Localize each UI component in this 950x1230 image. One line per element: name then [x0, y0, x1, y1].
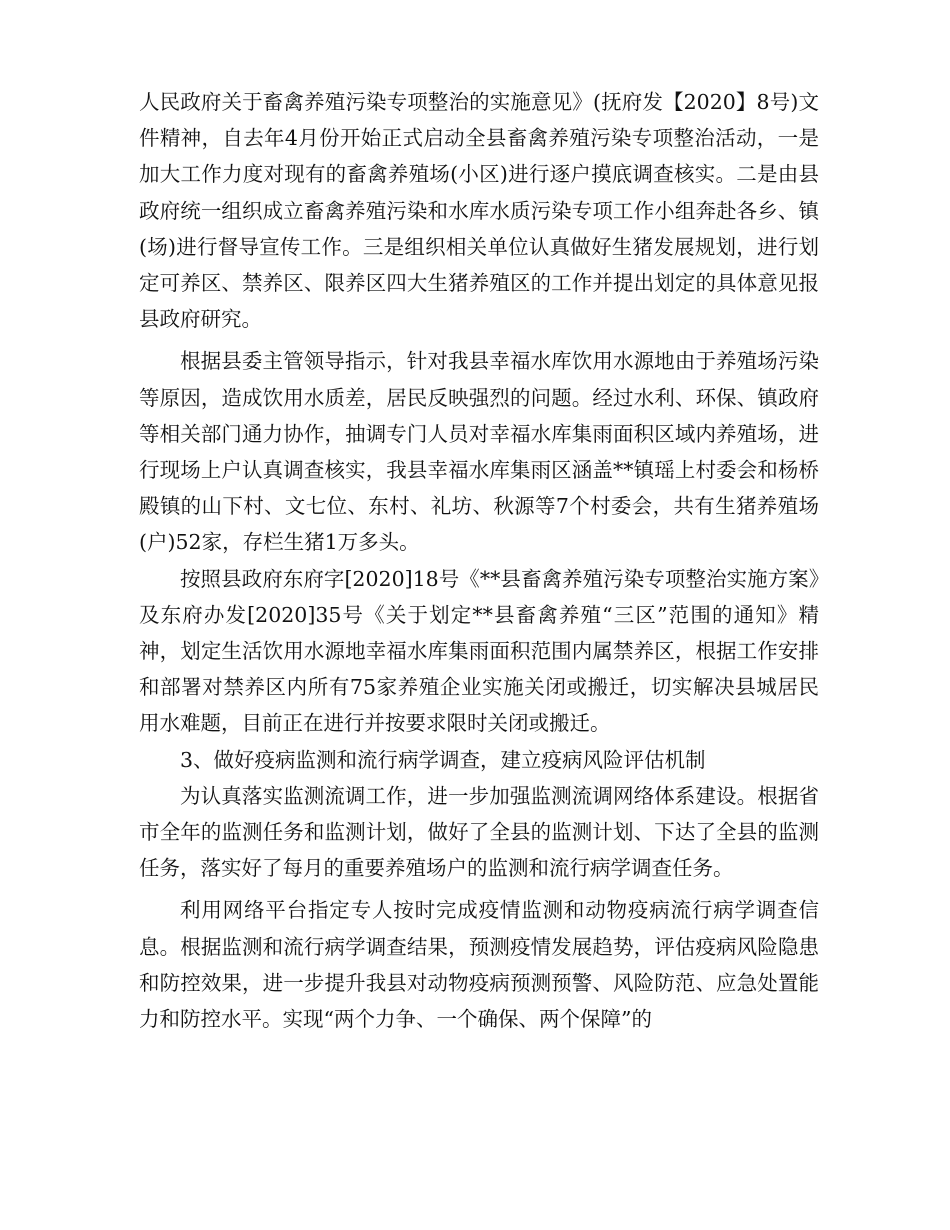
- paragraph-4: 为认真落实监测流调工作，进一步加强监测流调网络体系建设。根据省市全年的监测任务和监测计划，做好了全县的监测计划、下达了全县的监测任务，落实好了每月的重要养殖场户的监测和流行病学调查任务。: [139, 783, 819, 881]
- section-heading-3: 3、做好疫病监测和流行病学调查，建立疫病风险评估机制: [180, 747, 706, 772]
- paragraph-3: 按照县政府东府字[2020]18号《**县畜禽养殖污染专项整治实施方案》及东府办发[2020]35号《关于划定**县畜禽养殖“三区”范围的通知》精神，划定生活饮用水源地幸福水库集雨面积范围内属禁养区，根据工作安排和部署对禁养区内所有75家养殖企业实施关闭或搬迁，切实解决县城居民用水难题，目前正在进行并按要求限时关闭或搬迁。: [139, 566, 819, 736]
- paragraph-1: 人民政府关于畜禽养殖污染专项整治的实施意见》(抚府发【2020】8号)文件精神，自去年4月份开始正式启动全县畜禽养殖污染专项整治活动，一是加大工作力度对现有的畜禽养殖场(小区)进行逐户摸底调查核实。二是由县政府统一组织成立畜禽养殖污染和水库水质污染专项工作小组奔赴各乡、镇(场)进行督导宣传工作。三是组织相关单位认真做好生猪发展规划，进行划定可养区、禁养区、限养区四大生猪养殖区的工作并提出划定的具体意见报县政府研究。: [139, 90, 819, 332]
- document-body: [139, 84, 819, 1037]
- paragraph-5: 利用网络平台指定专人按时完成疫情监测和动物疫病流行病学调查信息。根据监测和流行病学调查结果，预测疫情发展趋势，评估疫病风险隐患和防控效果，进一步提升我县对动物疫病预测预警、风险防范、应急处置能力和防控水平。实现“两个力争、一个确保、两个保障”的: [139, 898, 819, 1032]
- paragraph-2: 根据县委主管领导指示，针对我县幸福水库饮用水源地由于养殖场污染等原因，造成饮用水质差，居民反映强烈的问题。经过水利、环保、镇政府等相关部门通力协作，抽调专门人员对幸福水库集雨面积区域内养殖场，进行现场上户认真调查核实，我县幸福水库集雨区涵盖**镇瑶上村委会和杨桥殿镇的山下村、文七位、东村、礼坊、秋源等7个村委会，共有生猪养殖场(户)52家，存栏生猪1万多头。: [139, 349, 819, 555]
